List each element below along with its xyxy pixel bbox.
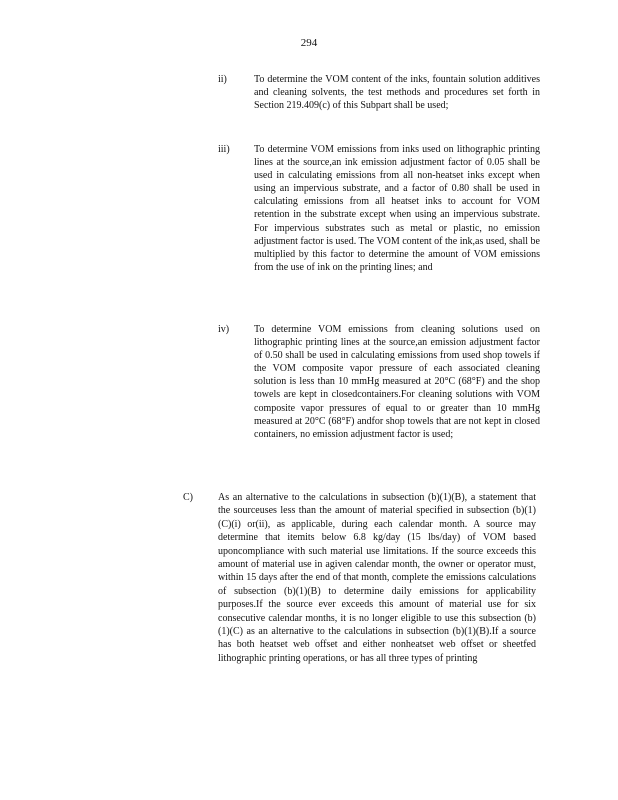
item-text: To determine VOM emissions from cleaning solutions used on lithographic printing lines at the source,an emission adjustment factor of 0.50 shall be used in calculating emissions from used shop towels if the VOM composite vapor pressure of each associated cleaning solution is less than 10 mmHg measured at 20°C (68°F) and the shop towels are kept in closedcontainers.For cleaning solutions with VOM composite vapor pressures of equal to or greater than 10 mmHg measured at 20°C (68°F) andfor shop towels that are not kept in closed containers, no emission adjustment factor is used;: [254, 324, 540, 440]
item-text: To determine the VOM content of the inks, fountain solution additives and cleaning solvents, the test methods and procedures set forth in Section 219.409(c) of this Subpart shall be used;: [254, 74, 540, 112]
item-text: To determine VOM emissions from inks used on lithographic printing lines at the source,an ink emission adjustment factor of 0.05 shall be used in calculating emissions from all non-heatset inks except when using an impervious substrate, and a factor of 0.80 shall be used in calculating emissions from all heatset inks to account for VOM retention in the substrate except when using an impervious substrate. For impervious substrates such as metal or plastic, no emission adjustment factor is used. The VOM content of the ink,as used, shall be multiplied by this factor to determine the amount of VOM emissions from the use of ink on the printing lines; and: [254, 144, 540, 273]
page-number: 294: [300, 37, 318, 49]
item-marker: ii): [218, 74, 227, 85]
item-text: As an alternative to the calculations in subsection (b)(1)(B), a statement that the sourceuses less than the amount of material specified in subsection (b)(1)(C)(i) or(ii), as applicable, during each calendar month. A source may determine that itemits below 6.8 kg/day (15 lbs/day) of VOM based uponcompliance with such material use limitations. If the source exceeds this amount of material use in agiven calendar month, the owner or operator must, within 15 days after the end of that month, complete the emissions calculations of subsection (b)(1)(B) to determine daily emissions for applicability purposes.If the source ever exceeds this amount of material use for six consecutive calendar months, it is no longer eligible to use this subsection (b)(1)(C) as an alternative to the calculations in subsection (b)(1)(B).If a source has both heatset web offset and either nonheatset web offset or sheetfed lithographic printing operations, or has all three types of printing: [218, 492, 536, 664]
item-marker: C): [183, 492, 193, 503]
item-marker: iii): [218, 144, 230, 155]
item-marker: iv): [218, 324, 230, 335]
